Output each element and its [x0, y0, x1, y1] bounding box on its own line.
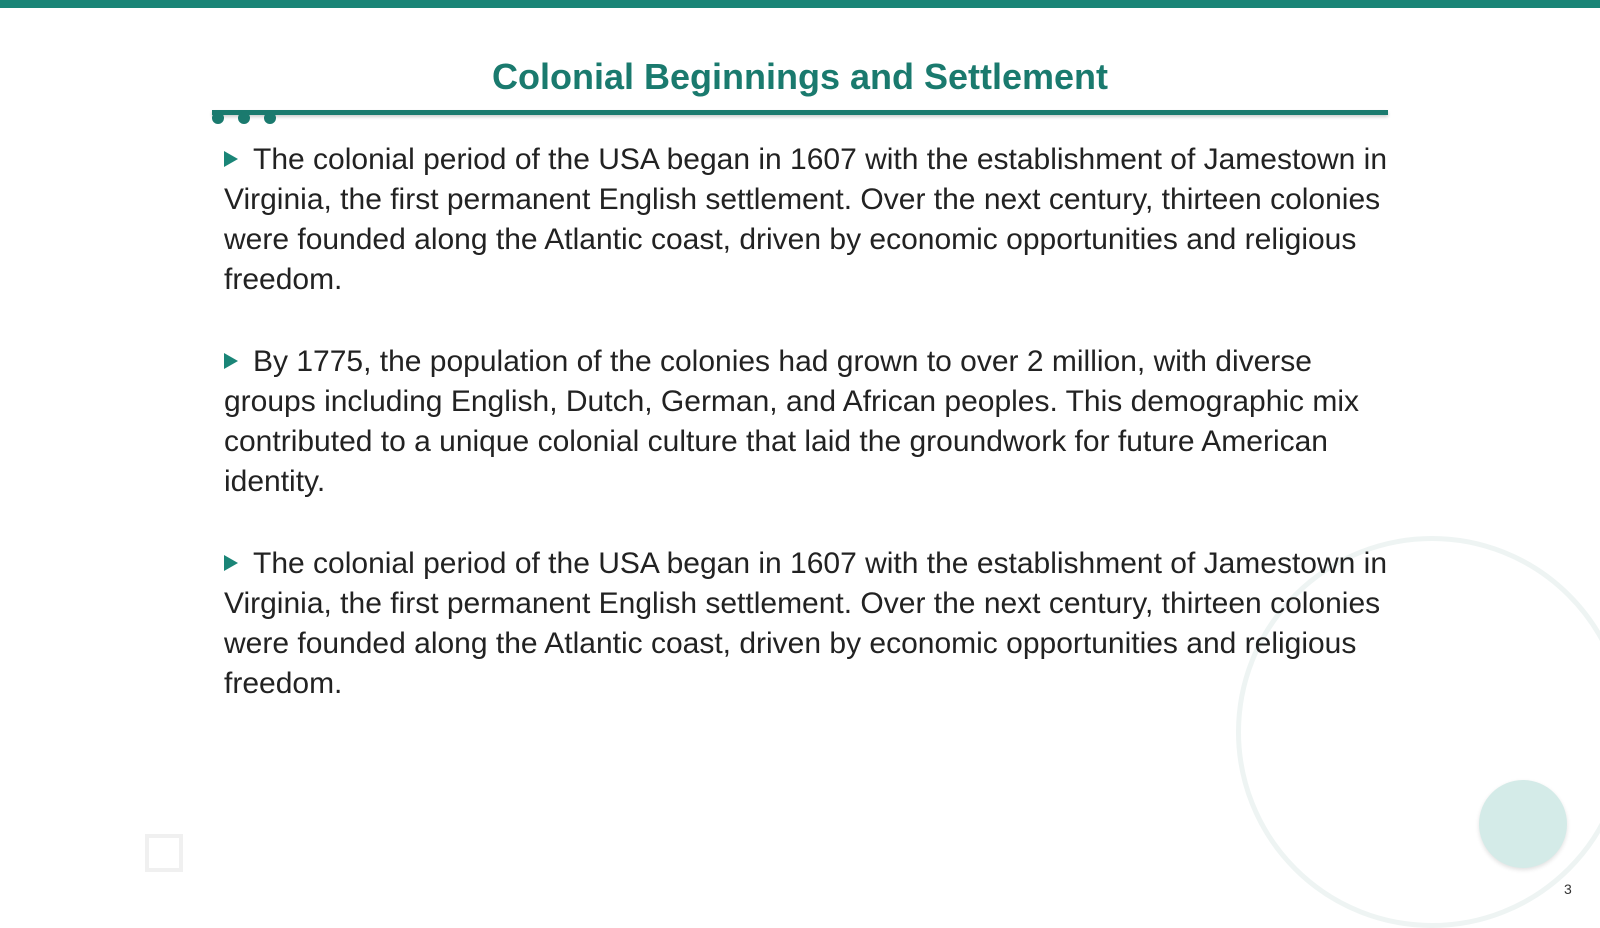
bullet-text: By 1775, the population of the colonies had grown to over 2 million, with diverse groups including English, Dutch, German, and African peoples. This demographic mix contributed to a unique colonial culture that laid the groundwork for future American identity. — [224, 345, 1360, 498]
decorative-circle — [1479, 780, 1567, 868]
triangle-right-icon — [224, 353, 238, 369]
triangle-right-icon — [224, 555, 238, 571]
slide-title: Colonial Beginnings and Settlement — [491, 56, 1109, 97]
page-number: 3 — [1564, 881, 1572, 897]
bullet-list — [224, 140, 1389, 746]
bullet-text: The colonial period of the USA began in 1607 with the establishment of Jamestown in Virginia, the first permanent English settlement. Over the next century, thirteen colonies were founded along the Atlantic coast, driven by economic opportunities and religious freedom. — [224, 143, 1388, 296]
title-dot — [212, 112, 224, 124]
title-dot — [238, 112, 250, 124]
bullet-text: The colonial period of the USA began in 1607 with the establishment of Jamestown in Virginia, the first permanent English settlement. Over the next century, thirteen colonies were founded along the Atlantic coast, driven by economic opportunities and religious freedom. — [224, 547, 1388, 700]
triangle-right-icon — [224, 151, 238, 167]
bullet-item — [224, 544, 1389, 704]
top-accent-bar — [0, 0, 1600, 8]
title-underline — [212, 110, 1388, 115]
bullet-item — [224, 140, 1389, 300]
title-dot — [264, 112, 276, 124]
bullet-item — [224, 342, 1389, 502]
decorative-square — [145, 834, 183, 872]
